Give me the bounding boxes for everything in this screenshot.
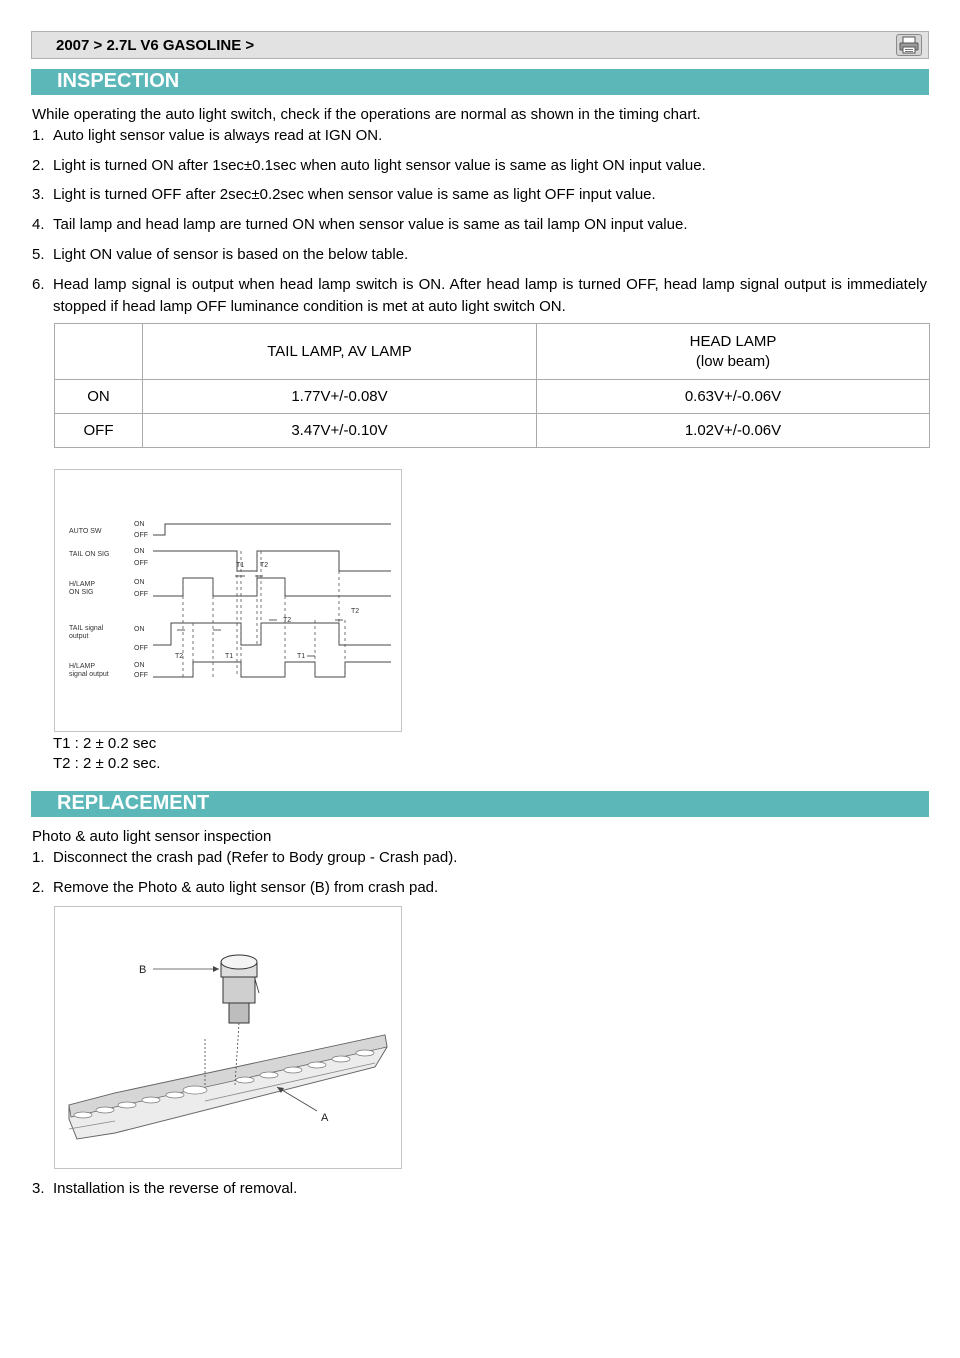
crash-pad-drawing xyxy=(69,1035,387,1139)
light-value-table xyxy=(54,323,930,448)
table-header-cell xyxy=(537,324,930,380)
timing-note: T1 : 2 ± 0.2 sec xyxy=(53,735,157,752)
step-text: Disconnect the crash pad (Refer to Body group - Crash pad). xyxy=(53,849,458,866)
inspection-intro: While operating the auto light switch, check if the operations are normal as shown in the timing chart. xyxy=(32,106,701,123)
replacement-step xyxy=(32,1178,927,1200)
t2-mark: T2 xyxy=(260,562,269,569)
step-text: Tail lamp and head lamp are turned ON when sensor value is same as tail lamp ON input value. xyxy=(53,216,688,233)
inspection-step xyxy=(32,274,927,318)
step-number: 2. xyxy=(32,157,45,174)
t2-mark: T2 xyxy=(175,653,184,660)
signal-label: AUTO SW xyxy=(69,528,102,535)
inspection-step xyxy=(32,184,927,206)
step-text: Remove the Photo & auto light sensor (B) from crash pad. xyxy=(53,879,439,896)
off-label: OFF xyxy=(134,560,148,567)
on-label: ON xyxy=(134,662,145,669)
table-row xyxy=(55,380,930,414)
auto-sw-trace xyxy=(153,524,391,535)
signal-label: TAIL signal xyxy=(69,625,104,632)
replacement-intro: Photo & auto light sensor inspection xyxy=(32,828,272,845)
table-cell: 3.47V+/-0.10V xyxy=(143,414,537,448)
step-text: Installation is the reverse of removal. xyxy=(53,1180,298,1197)
breadcrumb: 2007 > 2.7L V6 GASOLINE > xyxy=(56,37,255,54)
replacement-title: REPLACEMENT xyxy=(57,792,210,814)
off-label: OFF xyxy=(134,532,148,539)
on-label: ON xyxy=(134,521,145,528)
label-a: A xyxy=(321,1112,329,1124)
arrowhead xyxy=(213,966,219,972)
sensor-illustration xyxy=(55,907,401,1168)
step-text: Head lamp signal is output when head lamp switch is ON. After head lamp is turned OFF, head lamp signal output is immediately stopped if head lamp OFF luminance condition is met at auto light switch ON. xyxy=(53,276,927,315)
signal-label: ON SIG xyxy=(69,589,94,596)
on-label: ON xyxy=(134,626,145,633)
t2-mark: T2 xyxy=(351,608,360,615)
step-number: 3. xyxy=(32,186,45,203)
inspection-step xyxy=(32,244,927,266)
step-number: 1. xyxy=(32,849,45,866)
step-number: 5. xyxy=(32,246,45,263)
step-number: 2. xyxy=(32,879,45,896)
signal-label: H/LAMP xyxy=(69,581,96,588)
t1-mark: T1 xyxy=(225,653,234,660)
inspection-step xyxy=(32,214,927,236)
step-text: Light is turned OFF after 2sec±0.2sec when sensor value is same as light OFF input value. xyxy=(53,186,656,203)
inspection-step xyxy=(32,155,927,177)
hlamp-on-sig-trace xyxy=(153,578,391,596)
inspection-title: INSPECTION xyxy=(57,70,180,92)
head-lamp-subheader: (low beam) xyxy=(695,352,771,370)
replacement-section-header xyxy=(31,791,929,817)
table-cell: OFF xyxy=(55,414,143,448)
off-label: OFF xyxy=(134,645,148,652)
step-number: 6. xyxy=(32,276,45,293)
photo-sensor-drawing xyxy=(221,955,259,1023)
off-label: OFF xyxy=(134,591,148,598)
tail-on-sig-trace xyxy=(153,551,391,571)
table-header-row xyxy=(55,324,930,380)
step-number: 1. xyxy=(32,127,45,144)
tail-signal-trace xyxy=(153,623,391,645)
on-label: ON xyxy=(134,579,145,586)
table-cell: ON xyxy=(55,380,143,414)
signal-label: H/LAMP xyxy=(69,663,96,670)
header-bar xyxy=(31,31,929,59)
on-label: ON xyxy=(134,548,145,555)
step-number: 4. xyxy=(32,216,45,233)
table-header-cell: TAIL LAMP, AV LAMP xyxy=(143,324,537,380)
signal-label: TAIL ON SIG xyxy=(69,551,110,558)
replacement-step xyxy=(32,877,927,899)
inspection-section-header xyxy=(31,69,929,95)
signal-label: output xyxy=(69,633,89,640)
timing-chart xyxy=(55,470,401,731)
table-cell: 1.77V+/-0.08V xyxy=(143,380,537,414)
leader-line-a xyxy=(277,1087,317,1111)
table-cell: 1.02V+/-0.06V xyxy=(537,414,930,448)
t1-mark: T1 xyxy=(236,562,245,569)
t1-mark: T1 xyxy=(297,653,306,660)
inspection-step xyxy=(32,125,927,147)
replacement-step xyxy=(32,847,927,869)
table-header-cell xyxy=(55,324,143,380)
table-cell: 0.63V+/-0.06V xyxy=(537,380,930,414)
head-lamp-header: HEAD LAMP xyxy=(689,332,777,350)
step-text: Auto light sensor value is always read at IGN ON. xyxy=(53,127,383,144)
sensor-figure xyxy=(54,906,402,1169)
step-text: Light ON value of sensor is based on the below table. xyxy=(53,246,409,263)
signal-label: signal output xyxy=(69,671,109,678)
step-text: Light is turned ON after 1sec±0.1sec when auto light sensor value is same as light ON input value. xyxy=(53,157,706,174)
print-button[interactable] xyxy=(896,34,922,56)
timing-chart-figure xyxy=(54,469,402,732)
printer-icon xyxy=(897,35,921,55)
timing-note: T2 : 2 ± 0.2 sec. xyxy=(53,755,161,772)
step-number: 3. xyxy=(32,1180,45,1197)
table-row xyxy=(55,414,930,448)
label-b: B xyxy=(139,964,147,976)
hlamp-signal-trace xyxy=(153,662,391,677)
off-label: OFF xyxy=(134,672,148,679)
t2-mark: T2 xyxy=(283,617,292,624)
